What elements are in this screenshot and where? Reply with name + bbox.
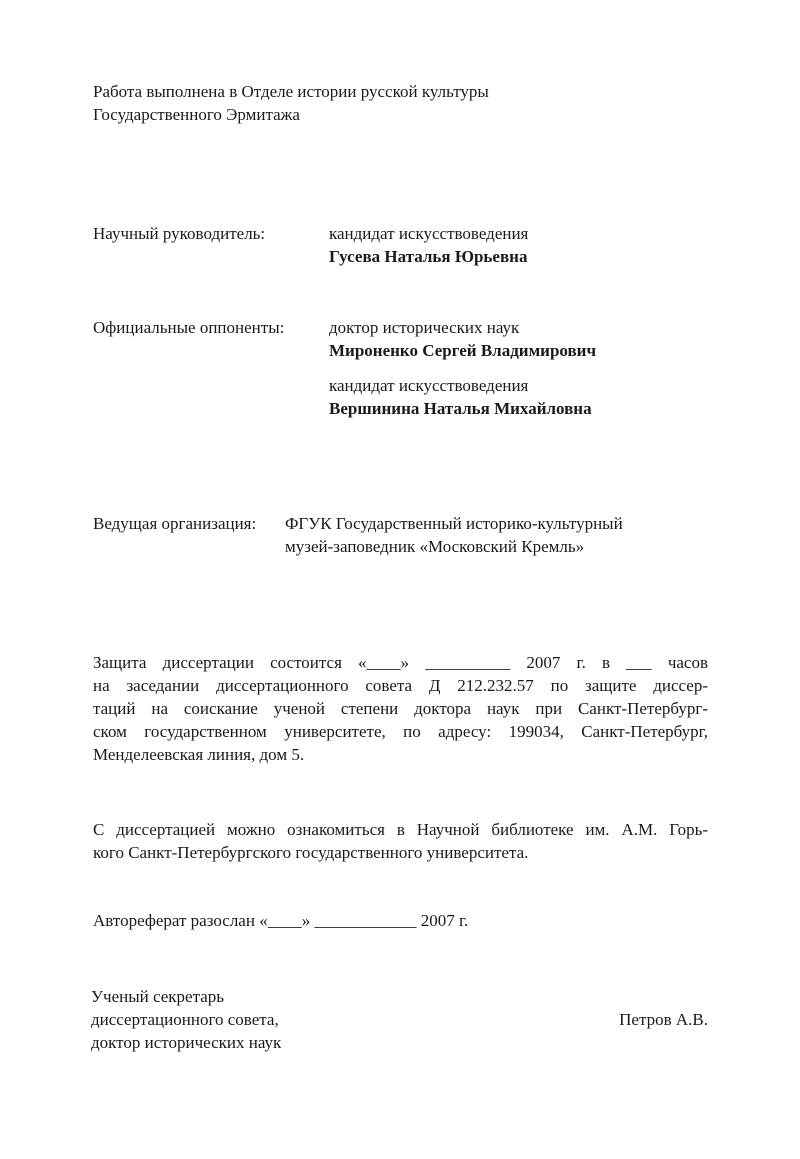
opponent-1-degree: доктор исторических наук xyxy=(329,318,520,337)
defense-line-2: на заседании диссертационного совета Д 212.232.57 по защите диссер- xyxy=(93,676,708,695)
supervisor-name: Гусева Наталья Юрьевна xyxy=(329,247,528,266)
opponent-2-name: Вершинина Наталья Михайловна xyxy=(329,399,592,418)
opponents-block xyxy=(93,316,713,420)
library-paragraph xyxy=(93,818,708,864)
secretary-line-3: доктор исторических наук xyxy=(91,1033,282,1052)
leading-org-block xyxy=(93,512,713,558)
abstract-sent xyxy=(93,909,468,932)
library-line-1: С диссертацией можно ознакомиться в Научной библиотеке им. А.М. Горь- xyxy=(93,820,708,839)
header-line-1: Работа выполнена в Отделе истории русской культуры xyxy=(93,82,489,101)
abstract-sent-line: Автореферат разослан «____» ____________ 2007 г. xyxy=(93,911,469,930)
supervisor-block xyxy=(93,222,713,268)
supervisor-label: Научный руководитель: xyxy=(93,224,266,243)
header-line-2: Государственного Эрмитажа xyxy=(93,105,300,124)
secretary-block xyxy=(91,985,281,1054)
secretary-line-2: диссертационного совета, xyxy=(91,1010,279,1029)
leading-org-label: Ведущая организация: xyxy=(93,514,257,533)
secretary-name: Петров А.В. xyxy=(619,1010,708,1029)
supervisor-degree: кандидат искусствоведения xyxy=(329,224,529,243)
leading-org-line-1: ФГУК Государственный историко-культурный xyxy=(285,514,623,533)
defense-line-5: Менделеевская линия, дом 5. xyxy=(93,745,305,764)
header-block xyxy=(93,80,489,126)
opponent-1-name: Мироненко Сергей Владимирович xyxy=(329,341,597,360)
defense-line-1: Защита диссертации состоится «____» __________ 2007 г. в ___ часов xyxy=(93,653,708,672)
defense-line-3: таций на соискание ученой степени доктора наук при Санкт-Петербург- xyxy=(93,699,708,718)
leading-org-line-2: музей-заповедник «Московский Кремль» xyxy=(285,537,585,556)
opponents-label: Официальные оппоненты: xyxy=(93,318,285,337)
defense-paragraph xyxy=(93,651,708,766)
defense-line-4: ском государственном университете, по адресу: 199034, Санкт-Петербург, xyxy=(93,722,708,741)
secretary-line-1: Ученый секретарь xyxy=(91,987,225,1006)
secretary-name-block xyxy=(619,1008,708,1031)
opponent-2-degree: кандидат искусствоведения xyxy=(329,376,529,395)
library-line-2: кого Санкт-Петербургского государственного университета. xyxy=(93,843,529,862)
